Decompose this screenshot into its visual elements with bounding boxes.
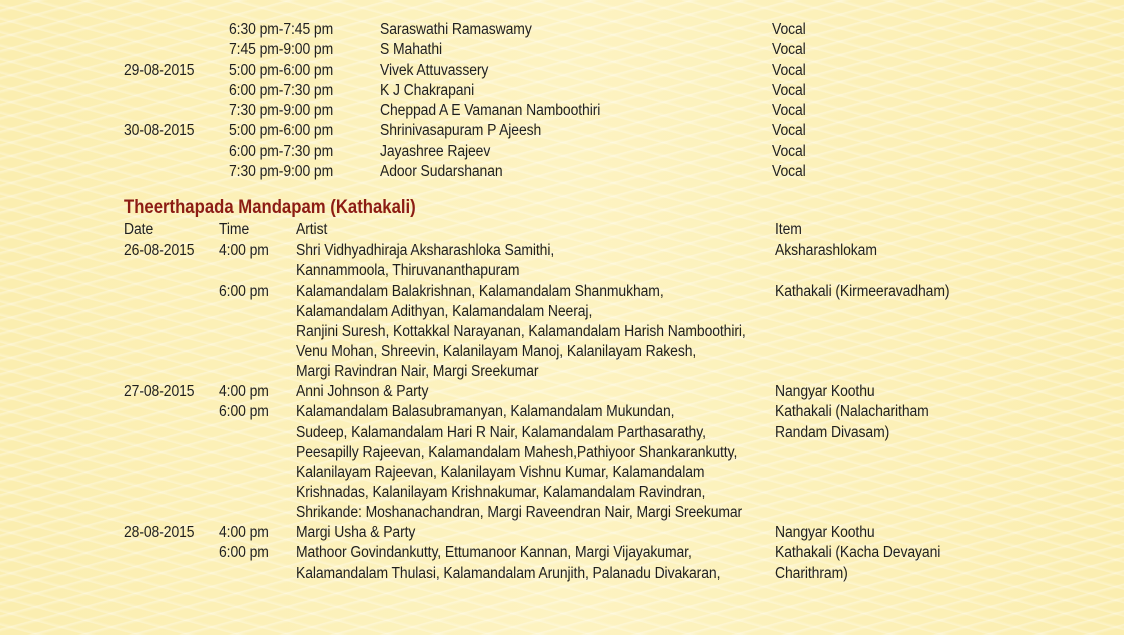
vocal-time: 7:30 pm-9:00 pm (229, 102, 334, 119)
row-item: Charithram) (775, 565, 848, 582)
vocal-time: 6:30 pm-7:45 pm (229, 21, 334, 38)
row-time: 4:00 pm (219, 242, 269, 259)
vocal-artist: Adoor Sudarshanan (380, 163, 503, 180)
row-time: 4:00 pm (219, 524, 269, 541)
row-item: Nangyar Koothu (775, 383, 875, 400)
vocal-artist: Vivek Attuvassery (380, 62, 489, 79)
row-time: 6:00 pm (219, 544, 269, 561)
vocal-time: 6:00 pm-7:30 pm (229, 143, 334, 160)
vocal-time: 7:30 pm-9:00 pm (229, 163, 334, 180)
vocal-item: Vocal (772, 62, 806, 79)
vocal-artist: Shrinivasapuram P Ajeesh (380, 122, 542, 139)
row-artist-line: Kalamandalam Thulasi, Kalamandalam Arunjith, Palanadu Divakaran, (296, 565, 721, 582)
row-artist-line: Shri Vidhyadhiraja Aksharashloka Samithi, (296, 242, 555, 259)
row-artist-line: Sudeep, Kalamandalam Hari R Nair, Kalamandalam Parthasarathy, (296, 424, 706, 441)
row-item: Randam Divasam) (775, 424, 890, 441)
vocal-time: 6:00 pm-7:30 pm (229, 82, 334, 99)
vocal-date: 29-08-2015 (124, 62, 195, 79)
row-artist-line: Kalamandalam Adithyan, Kalamandalam Neeraj, (296, 303, 593, 320)
row-artist-line: Peesapilly Rajeevan, Kalamandalam Mahesh,Pathiyoor Shankarankutty, (296, 444, 738, 461)
row-artist-line: Margi Usha & Party (296, 524, 416, 541)
row-artist-line: Margi Ravindran Nair, Margi Sreekumar (296, 363, 539, 380)
vocal-artist: Saraswathi Ramaswamy (380, 21, 532, 38)
row-artist-line: Kalamandalam Balasubramanyan, Kalamandalam Mukundan, (296, 403, 675, 420)
vocal-item: Vocal (772, 102, 806, 119)
row-date: 26-08-2015 (124, 242, 195, 259)
vocal-item: Vocal (772, 41, 806, 58)
vocal-time: 7:45 pm-9:00 pm (229, 41, 334, 58)
row-artist-line: Shrikande: Moshanachandran, Margi Raveendran Nair, Margi Sreekumar (296, 504, 743, 521)
row-artist-line: Anni Johnson & Party (296, 383, 429, 400)
row-time: 6:00 pm (219, 403, 269, 420)
row-item: Kathakali (Kacha Devayani (775, 544, 941, 561)
header-time: Time (219, 221, 250, 238)
vocal-item: Vocal (772, 21, 806, 38)
row-item: Kathakali (Nalacharitham (775, 403, 929, 420)
vocal-date: 30-08-2015 (124, 122, 195, 139)
row-artist-line: Venu Mohan, Shreevin, Kalanilayam Manoj, Kalanilayam Rakesh, (296, 343, 697, 360)
header-item: Item (775, 221, 802, 238)
row-artist-line: Krishnadas, Kalanilayam Krishnakumar, Kalamandalam Ravindran, (296, 484, 706, 501)
section-title: Theerthapada Mandapam (Kathakali) (124, 197, 416, 218)
vocal-artist: K J Chakrapani (380, 82, 475, 99)
header-date: Date (124, 221, 154, 238)
row-time: 6:00 pm (219, 283, 269, 300)
row-artist-line: Kannammoola, Thiruvananthapuram (296, 262, 520, 279)
vocal-item: Vocal (772, 163, 806, 180)
row-artist-line: Mathoor Govindankutty, Ettumanoor Kannan, Margi Vijayakumar, (296, 544, 692, 561)
row-date: 28-08-2015 (124, 524, 195, 541)
vocal-artist: S Mahathi (380, 41, 443, 58)
vocal-artist: Jayashree Rajeev (380, 143, 491, 160)
vocal-time: 5:00 pm-6:00 pm (229, 62, 334, 79)
vocal-item: Vocal (772, 143, 806, 160)
header-artist: Artist (296, 221, 328, 238)
vocal-time: 5:00 pm-6:00 pm (229, 122, 334, 139)
row-date: 27-08-2015 (124, 383, 195, 400)
row-item: Aksharashlokam (775, 242, 877, 259)
vocal-item: Vocal (772, 122, 806, 139)
row-item: Nangyar Koothu (775, 524, 875, 541)
row-item: Kathakali (Kirmeeravadham) (775, 283, 950, 300)
row-artist-line: Kalanilayam Rajeevan, Kalanilayam Vishnu Kumar, Kalamandalam (296, 464, 705, 481)
row-time: 4:00 pm (219, 383, 269, 400)
vocal-artist: Cheppad A E Vamanan Namboothiri (380, 102, 601, 119)
row-artist-line: Ranjini Suresh, Kottakkal Narayanan, Kalamandalam Harish Namboothiri, (296, 323, 746, 340)
vocal-item: Vocal (772, 82, 806, 99)
row-artist-line: Kalamandalam Balakrishnan, Kalamandalam Shanmukham, (296, 283, 664, 300)
